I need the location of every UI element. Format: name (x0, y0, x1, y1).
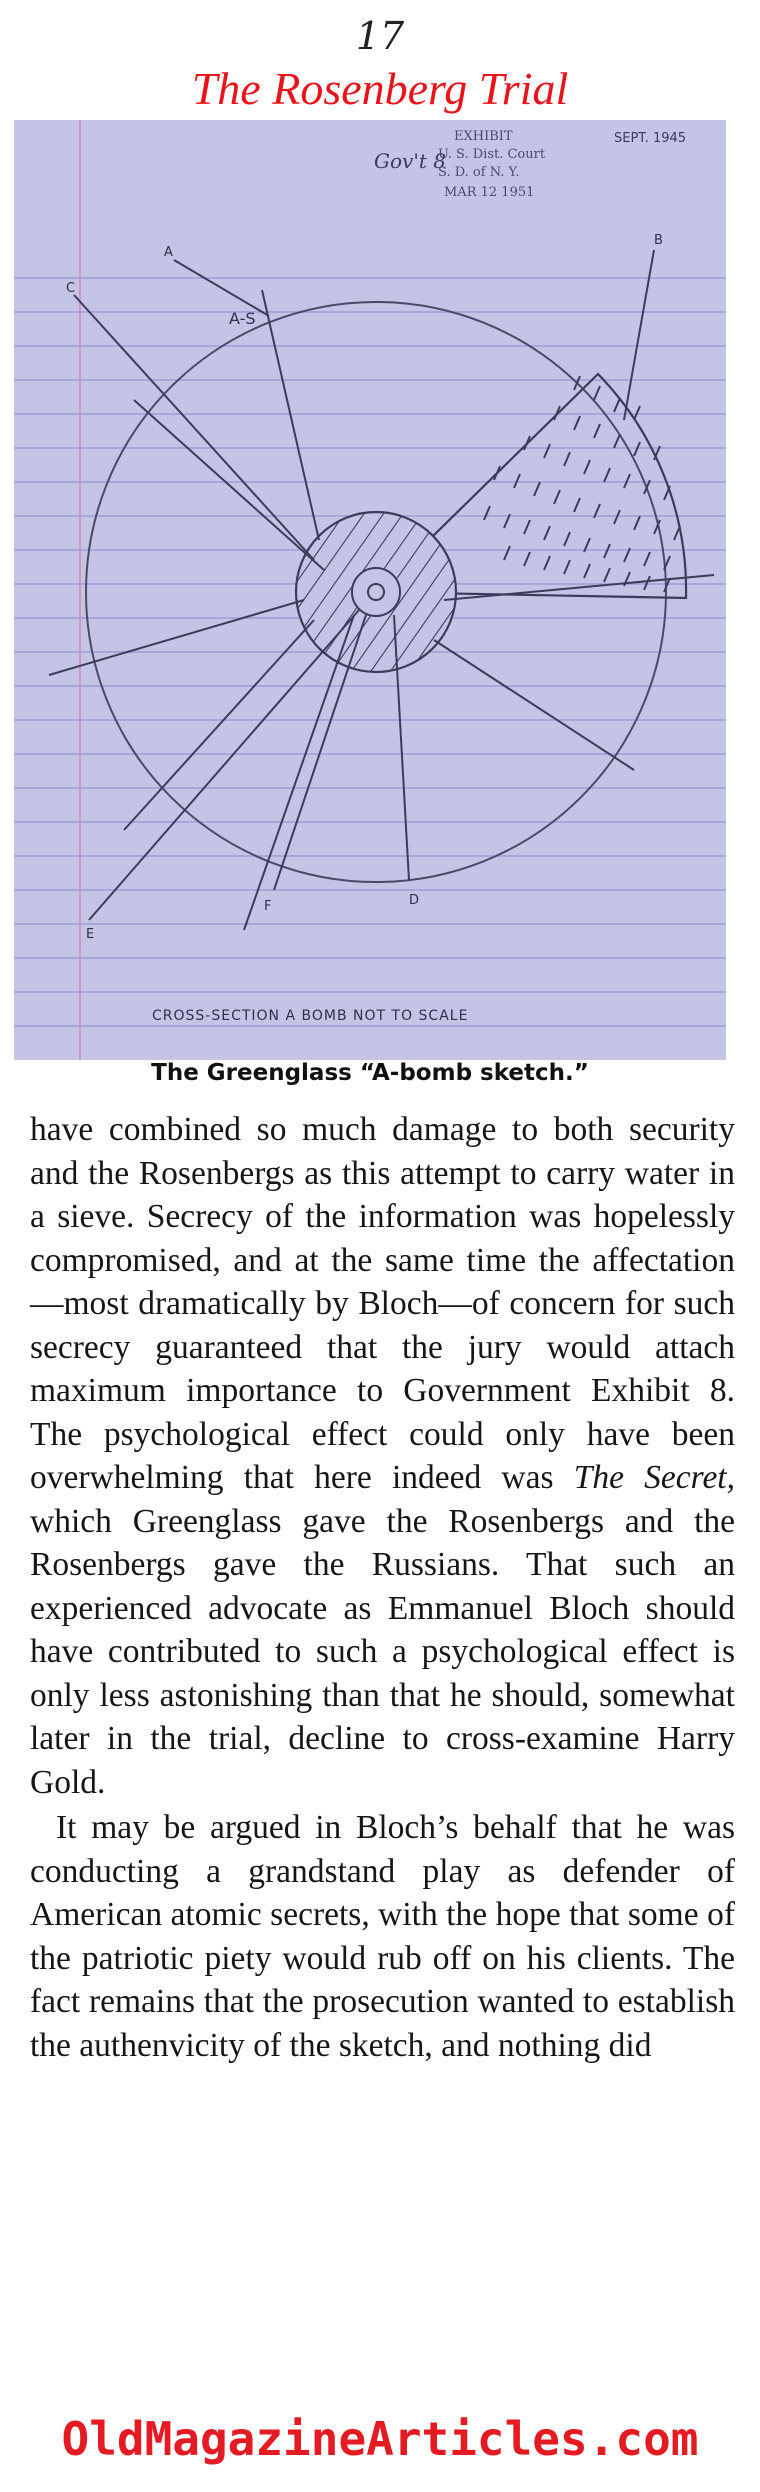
figure-caption: The Greenglass “A-bomb sketch.” (151, 1060, 589, 1086)
svg-text:U. S. Dist. Court: U. S. Dist. Court (438, 147, 546, 162)
svg-text:E: E (86, 927, 95, 942)
svg-text:EXHIBIT: EXHIBIT (454, 129, 513, 144)
svg-text:CROSS-SECTION A BOMB NOT TO SC: CROSS-SECTION A BOMB NOT TO SCALE (152, 1008, 469, 1024)
a-bomb-sketch-image (14, 120, 726, 1060)
paragraph: It may be argued in Bloch’s behalf that he was conducting a grandstand play as defender of American atomic secrets, with the hope that some of the patriotic piety would rub off on his clients. The fact remains that the prosecution wanted to establish the authenvicity of the sketch, and nothing did (30, 1809, 735, 2064)
article-body (30, 1108, 735, 2067)
page-number: 17 (355, 14, 405, 58)
svg-text:MAR 12 1951: MAR 12 1951 (444, 185, 535, 200)
page-title: The Rosenberg Trial (191, 63, 569, 114)
svg-text:Gov't 8: Gov't 8 (374, 149, 446, 173)
svg-text:A: A (164, 245, 173, 260)
svg-text:A-S: A-S (229, 309, 256, 328)
svg-text:SEPT. 1945: SEPT. 1945 (614, 131, 687, 146)
svg-text:B: B (654, 233, 663, 248)
svg-text:S. D. of N. Y.: S. D. of N. Y. (438, 165, 520, 180)
paragraph: have combined so much damage to both security and the Rosenbergs as this attempt to carry water in a sieve. Secrecy of the information was hopelessly compromised, and at the same time the affectation—most dramatically by Bloch—of concern for such secrecy guaranteed that the jury would attach maximum importance to Government Exhibit 8. The psychological effect could only have been overwhelming that here indeed was The Secret, which Greenglass gave the Rosenbergs and the Rosenbergs gave the Russians. That such an experienced advocate as Emmanuel Bloch should have contributed to such a psychological effect is only less astonishing than that he should, somewhat later in the trial, decline to cross-examine Harry Gold. (30, 1111, 735, 1801)
svg-text:F: F (264, 899, 272, 914)
svg-text:D: D (409, 893, 420, 908)
svg-text:C: C (66, 281, 76, 296)
site-watermark: OldMagazineArticles.com (61, 2412, 699, 2466)
